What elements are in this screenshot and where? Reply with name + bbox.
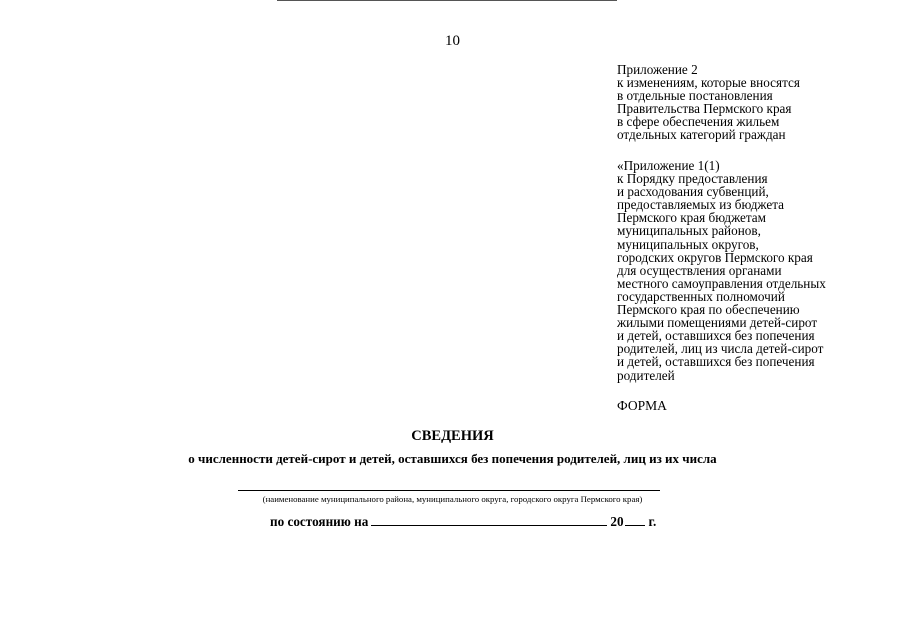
municipality-caption: (наименование муниципального района, муниципального округа, городского округа Пермского края): [262, 494, 643, 504]
year-fill-blank: [625, 514, 645, 526]
date-fill-blank: [371, 514, 607, 526]
annex-outer-line: Приложение 2: [617, 62, 698, 77]
annex-inner-line: родителей: [617, 367, 675, 383]
form-label: ФОРМА: [617, 398, 667, 413]
annex-inner-line: родителей, лиц из числа детей-сирот: [617, 341, 824, 357]
annex-inner-line: Пермского края по обеспечению: [617, 302, 800, 318]
page-number: 10: [445, 33, 460, 49]
annex-inner-line: Пермского края бюджетам: [617, 210, 767, 226]
annex-inner-line: предоставляемых из бюджета: [617, 197, 784, 213]
document-title: СВЕДЕНИЯ: [411, 428, 494, 444]
annex-outer-line: к изменениям, которые вносятся: [617, 75, 800, 91]
annex-inner-line: к Порядку предоставления: [617, 171, 768, 187]
document-subtitle: о численности детей-сирот и детей, оставшихся без попечения родителей, лиц из их числа: [188, 451, 717, 466]
annex-inner-line: «Приложение 1(1): [617, 158, 720, 173]
annex-inner-header: [617, 159, 897, 382]
annex-outer-line: Правительства Пермского края: [617, 101, 792, 117]
annex-inner-line: для осуществления органами: [617, 262, 782, 278]
annex-inner-line: и расходования субвенций,: [617, 184, 769, 200]
year-suffix: г.: [648, 514, 657, 529]
annex-inner-line: муниципальных округов,: [617, 236, 759, 252]
annex-outer-header: [617, 63, 897, 142]
municipality-fill-line: [238, 490, 660, 491]
year-prefix: 20: [610, 514, 624, 529]
annex-inner-line: муниципальных районов,: [617, 223, 761, 239]
annex-outer-line: в сфере обеспечения жильем: [617, 114, 780, 130]
annex-inner-line: государственных полномочий: [617, 288, 785, 304]
annex-inner-line: городских округов Пермского края: [617, 249, 813, 265]
annex-inner-line: местного самоуправления отдельных: [617, 275, 826, 291]
annex-outer-line: в отдельные постановления: [617, 88, 773, 104]
annex-inner-line: жилыми помещениями детей-сирот: [617, 315, 818, 331]
as-of-label: по состоянию на: [270, 514, 369, 529]
annex-inner-line: и детей, оставшихся без попечения: [617, 328, 815, 344]
annex-inner-line: и детей, оставшихся без попечения: [617, 354, 815, 370]
annex-outer-line: отдельных категорий граждан: [617, 127, 786, 143]
top-rule: [277, 0, 617, 1]
as-of-date-row: [270, 514, 656, 530]
